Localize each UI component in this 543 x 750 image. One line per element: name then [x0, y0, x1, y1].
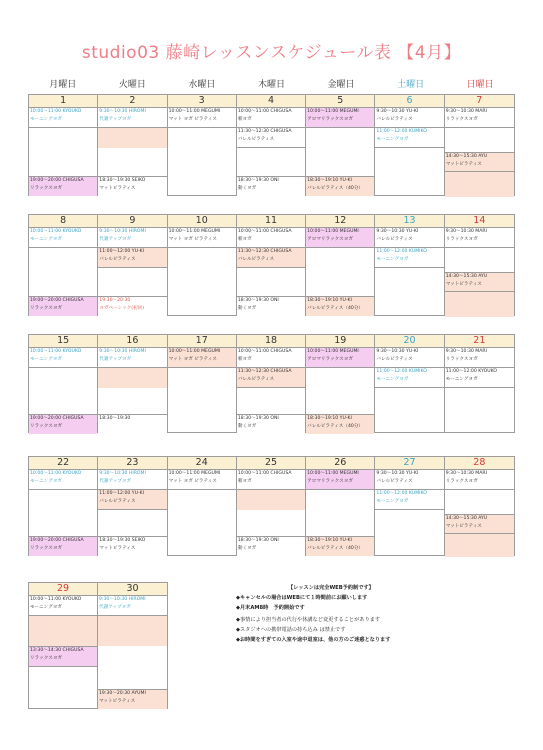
date-row	[29, 95, 514, 108]
day-column	[98, 228, 167, 315]
lesson-time: 9:30～10:30 HIROMI	[99, 349, 146, 354]
day-column	[306, 348, 375, 432]
lesson-slot[interactable]	[445, 368, 514, 388]
day-column	[168, 228, 237, 315]
lesson-slot[interactable]	[445, 272, 514, 292]
lesson-name: アロマリラックスヨガ	[307, 479, 353, 484]
day-column	[98, 470, 167, 555]
date-cell: 22	[29, 457, 98, 469]
lesson-slot[interactable]	[168, 108, 236, 128]
lesson-slot[interactable]	[375, 368, 443, 388]
date-cell: 4	[237, 95, 306, 107]
lesson-slot[interactable]	[98, 596, 167, 616]
day-column	[445, 348, 514, 432]
lesson-slot[interactable]	[237, 128, 305, 148]
empty-slot	[237, 490, 305, 510]
weekday-thu: 木曜日	[257, 80, 285, 90]
note-line: ◆スタジオへの携帯電話の持ち込み は禁止です	[236, 627, 346, 633]
lesson-time: 10:00～11:00 KYOUKO	[30, 471, 82, 476]
day-column	[29, 596, 98, 708]
lesson-name: 代謝アップヨガ	[99, 117, 132, 122]
lesson-time: 9:30～10:30 MARI	[445, 349, 487, 354]
lesson-slot[interactable]	[98, 414, 166, 434]
notes-title: 【レッスンは完全WEB予約制です】	[288, 585, 374, 591]
lesson-time: 10:00～11:00 CHIGUSA	[237, 229, 292, 234]
lesson-time: 11:30～12:30 CHIGUSA	[237, 369, 292, 374]
lesson-time: 10:00～11:00 MEGUMI	[168, 471, 221, 476]
lesson-name: マットピラティス	[445, 524, 482, 529]
lesson-slot[interactable]	[306, 470, 374, 490]
date-cell: 17	[168, 335, 237, 347]
lesson-slot[interactable]	[237, 368, 305, 388]
lesson-slot[interactable]	[168, 348, 236, 368]
lesson-time: 18:30～19:10 YU-KI	[307, 416, 352, 421]
lesson-name: アロマリラックスヨガ	[307, 237, 353, 242]
lesson-name: マット ヨガ ピラティス	[168, 479, 217, 484]
empty-slot	[445, 292, 514, 317]
lesson-slot[interactable]	[237, 176, 305, 196]
lesson-slot[interactable]	[445, 108, 514, 128]
lesson-slot[interactable]	[237, 536, 305, 556]
lesson-slot[interactable]	[306, 228, 374, 248]
lesson-time: 18:30～19:30	[99, 416, 131, 421]
date-cell: 12	[306, 215, 375, 227]
lesson-name: 動くヨガ	[237, 424, 257, 429]
lesson-name: 朝ヨガ	[237, 357, 252, 362]
date-cell: 15	[29, 335, 98, 347]
lesson-name: マット ヨガ ピラティス	[168, 357, 217, 362]
lesson-time: 11:30～12:30 CHIGUSA	[237, 249, 292, 254]
date-cell: 8	[29, 215, 98, 227]
day-column	[237, 108, 306, 195]
day-column	[29, 348, 98, 432]
lesson-name: モーニングヨガ	[376, 377, 409, 382]
lesson-slot[interactable]	[29, 108, 97, 128]
day-column	[306, 470, 375, 555]
lesson-time: 19:30～20:30 AYUMI	[99, 691, 146, 696]
date-cell: 9	[98, 215, 167, 227]
lesson-time: 11:00～12:00 KYOUKO	[445, 369, 497, 374]
weekday-mon: 月曜日	[49, 80, 77, 90]
lesson-time: 10:00～11:00 KYOUKO	[30, 349, 82, 354]
lesson-time: 11:00～12:00 YU-KI	[99, 491, 145, 496]
day-column	[445, 470, 514, 555]
lesson-name: リラックスヨガ	[445, 117, 478, 122]
lesson-name: バレルピラティス	[237, 137, 275, 142]
lesson-name: モーニングヨガ	[376, 257, 409, 262]
lesson-time: 10:00～11:00 KYOUKO	[30, 597, 82, 602]
lesson-slot[interactable]	[375, 348, 443, 368]
lesson-name: バレルピラティス（40分）	[307, 424, 364, 429]
lesson-time: 9:30～10:30 MARI	[445, 229, 487, 234]
lesson-slot[interactable]	[306, 108, 374, 128]
date-cell: 2	[98, 95, 167, 107]
lesson-time: 10:00～11:00 MEGUMI	[307, 229, 359, 234]
lesson-slot[interactable]	[237, 228, 305, 248]
note-line: ◆事情により担当者の代行や休講など変更することがあります	[236, 617, 381, 623]
date-cell: 13	[375, 215, 444, 227]
lesson-time: 9:30～10:30 HIROMI	[99, 229, 146, 234]
lesson-time: 9:30～10:30 YU-KI	[376, 471, 419, 476]
day-column	[168, 108, 237, 195]
empty-slot	[98, 616, 167, 646]
lesson-name: 朝ヨガ	[237, 117, 252, 122]
lesson-name: マットピラティス	[99, 699, 136, 704]
lesson-name: ヨガベーシック(初回)	[99, 306, 145, 311]
lesson-time: 13:30～14:30 CHIGUSA	[30, 648, 84, 653]
lesson-name: マット ヨガ ピラティス	[168, 117, 217, 122]
day-column	[98, 348, 167, 432]
lesson-slot[interactable]	[237, 296, 305, 316]
lesson-time: 19:00～20:00 CHIGUSA	[30, 538, 84, 543]
lesson-slot[interactable]	[168, 228, 236, 248]
day-column	[168, 470, 237, 555]
lesson-slot[interactable]	[98, 176, 166, 196]
day-column	[98, 108, 167, 195]
day-column	[375, 228, 444, 315]
lesson-name: モーニングヨガ	[376, 137, 409, 142]
weekday-header	[28, 77, 515, 91]
lesson-time: 14:30～15:30 AYU	[445, 516, 488, 521]
lesson-slot[interactable]	[29, 296, 97, 316]
lesson-time: 10:00～11:00 MEGUMI	[307, 109, 359, 114]
lesson-slot[interactable]	[445, 348, 514, 368]
day-column	[445, 228, 514, 315]
lesson-name: 朝ヨガ	[237, 237, 252, 242]
lesson-name: マット ヨガ ピラティス	[168, 237, 217, 242]
lesson-name: 動くヨガ	[237, 546, 257, 551]
lesson-time: 10:00～11:00 CHIGUSA	[237, 109, 292, 114]
lesson-name: リラックスヨガ	[30, 424, 63, 429]
lesson-time: 9:30～10:30 HIROMI	[99, 597, 146, 602]
day-column	[98, 596, 167, 708]
date-cell: 30	[126, 583, 139, 594]
lesson-time: 10:00～11:00 MEGUMI	[168, 109, 221, 114]
lesson-time: 19:00～20:00 CHIGUSA	[30, 178, 84, 183]
lesson-name: リラックスヨガ	[30, 186, 63, 191]
weekday-tue: 火曜日	[118, 80, 146, 90]
lesson-slot[interactable]	[237, 348, 305, 368]
lesson-name: バレルピラティス	[99, 257, 136, 262]
lesson-name: 代謝アップヨガ	[99, 357, 132, 362]
lesson-slot[interactable]	[375, 490, 443, 510]
date-cell: 18	[237, 335, 306, 347]
lesson-time: 18:30～19:30 ONI	[237, 416, 279, 421]
lesson-time: 9:30～10:30 HIROMI	[99, 109, 146, 114]
lesson-name: 代謝アップヨガ	[99, 479, 132, 484]
lesson-slot[interactable]	[29, 348, 97, 368]
lesson-slot[interactable]	[29, 228, 97, 248]
lesson-slot[interactable]	[29, 176, 97, 196]
lesson-time: 10:00～11:00 CHIGUSA	[237, 471, 292, 476]
lesson-name: リラックスヨガ	[445, 237, 478, 242]
lesson-slot[interactable]	[237, 108, 305, 128]
lesson-name: リラックスヨガ	[445, 357, 478, 362]
lesson-slot[interactable]	[98, 536, 166, 556]
date-cell: 11	[237, 215, 306, 227]
lesson-slot[interactable]	[306, 176, 374, 196]
lesson-slot[interactable]	[98, 296, 166, 316]
day-column	[306, 228, 375, 315]
lesson-time: 18:30～19:10 YU-KI	[307, 538, 352, 543]
lesson-time: 14:30～15:30 AYU	[445, 274, 488, 279]
lesson-time: 9:30～10:30 YU-KI	[376, 349, 419, 354]
lesson-slot[interactable]	[98, 228, 166, 248]
date-row	[29, 215, 514, 228]
lesson-slot[interactable]	[98, 108, 166, 128]
lesson-name: マットピラティス	[445, 282, 482, 287]
date-cell: 21	[473, 335, 486, 346]
lesson-name: バレルピラティス	[237, 257, 275, 262]
lesson-slot[interactable]	[98, 470, 166, 490]
lesson-name: 朝ヨガ	[237, 479, 252, 484]
note-line: ◆お時間をすぎての入室や途中退室は、他の方のご迷惑となります	[236, 637, 391, 643]
week-5	[28, 582, 168, 709]
week-2	[28, 214, 515, 316]
notes-block	[236, 584, 516, 646]
week-1	[28, 94, 515, 196]
lesson-slot[interactable]	[375, 108, 443, 128]
weekday-sat: 土曜日	[397, 80, 425, 90]
lesson-name: バレルピラティス	[99, 499, 136, 504]
lesson-slot[interactable]	[375, 228, 443, 248]
week-3	[28, 334, 515, 433]
day-column	[445, 108, 514, 195]
lesson-slot[interactable]	[237, 414, 305, 434]
lesson-name: マットピラティス	[99, 546, 136, 551]
lesson-name: モーニングヨガ	[30, 605, 62, 610]
lesson-name: リラックスヨガ	[30, 656, 63, 661]
date-cell: 14	[473, 215, 486, 226]
lesson-name: リラックスヨガ	[30, 546, 63, 551]
date-cell: 26	[306, 457, 375, 469]
lesson-slot[interactable]	[98, 348, 166, 368]
date-row	[29, 583, 167, 596]
lesson-name: モーニングヨガ	[30, 479, 62, 484]
lesson-name: バレルピラティス	[376, 237, 413, 242]
lesson-time: 9:30～10:30 YU-KI	[376, 109, 419, 114]
lesson-slot[interactable]	[29, 414, 97, 434]
date-cell: 23	[98, 457, 167, 469]
day-column	[29, 470, 98, 555]
day-column	[375, 348, 444, 432]
lesson-slot[interactable]	[29, 596, 97, 616]
day-column	[237, 228, 306, 315]
lesson-time: 11:00～12:00 KUMIKO	[376, 491, 427, 496]
lesson-slot[interactable]	[375, 248, 443, 268]
date-cell: 24	[168, 457, 237, 469]
day-column	[375, 108, 444, 195]
lesson-time: 18:30～19:30 SEIKO	[99, 178, 146, 183]
empty-slot	[98, 128, 166, 148]
lesson-name: バレルピラティス	[376, 117, 413, 122]
lesson-name: バレルピラティス（40分）	[307, 306, 364, 311]
lesson-slot[interactable]	[306, 348, 374, 368]
date-cell: 7	[476, 95, 483, 106]
weekday-wed: 水曜日	[188, 80, 216, 90]
date-cell: 16	[98, 335, 167, 347]
lesson-slot[interactable]	[237, 470, 305, 490]
lesson-time: 10:00～11:00 KYOUKO	[30, 109, 82, 114]
lesson-slot[interactable]	[98, 248, 166, 268]
lesson-time: 18:30～19:30 ONI	[237, 298, 279, 303]
lesson-time: 10:00～11:00 KYOUKO	[30, 229, 82, 234]
lesson-slot[interactable]	[306, 296, 374, 316]
date-row	[29, 335, 514, 348]
date-cell: 28	[473, 457, 486, 468]
date-cell: 10	[168, 215, 237, 227]
lesson-slot[interactable]	[168, 470, 236, 490]
empty-slot	[29, 616, 97, 646]
lesson-time: 14:30～15:30 AYU	[445, 154, 488, 159]
date-cell: 19	[306, 335, 375, 347]
day-column	[237, 470, 306, 555]
page-title: studio03 藤崎レッスンスケジュール表 【4月】	[81, 43, 462, 63]
week-4	[28, 456, 515, 556]
empty-slot	[445, 172, 514, 197]
lesson-slot[interactable]	[375, 470, 443, 490]
lesson-slot[interactable]	[29, 470, 97, 490]
lesson-name: マットピラティス	[445, 162, 482, 167]
date-cell: 1	[29, 95, 98, 107]
lesson-name: モーニングヨガ	[376, 499, 409, 504]
lesson-name: マットピラティス	[99, 186, 136, 191]
date-cell: 3	[168, 95, 237, 107]
lesson-time: 19:30～20:30	[99, 298, 131, 303]
lesson-name: モーニングヨガ	[30, 237, 62, 242]
lesson-name: バレルピラティス	[376, 479, 413, 484]
weekday-fri: 金曜日	[327, 80, 355, 90]
date-cell: 20	[375, 335, 444, 347]
lesson-time: 10:00～11:00 CHIGUSA	[237, 349, 292, 354]
lesson-slot[interactable]	[306, 536, 374, 556]
lesson-slot[interactable]	[98, 490, 166, 510]
date-cell: 29	[29, 583, 98, 595]
lesson-time: 19:00～20:00 CHIGUSA	[30, 298, 84, 303]
lesson-name: 動くヨガ	[237, 306, 257, 311]
lesson-time: 18:30～19:10 YU-KI	[307, 298, 352, 303]
empty-slot	[98, 368, 166, 388]
note-line: ◆キャンセルの場合はWEBにて１時間前にお願いします	[236, 595, 368, 601]
date-cell: 27	[375, 457, 444, 469]
lesson-name: リラックスヨガ	[445, 479, 478, 484]
lesson-name: モーニングヨガ	[30, 357, 62, 362]
lesson-slot[interactable]	[445, 514, 514, 534]
lesson-slot[interactable]	[237, 248, 305, 268]
lesson-name: モーニングヨガ	[30, 117, 62, 122]
lesson-name: 代謝アップヨガ	[99, 237, 132, 242]
day-column	[168, 348, 237, 432]
day-column	[306, 108, 375, 195]
weekday-sun: 日曜日	[466, 80, 494, 90]
lesson-name: バレルピラティス	[237, 377, 275, 382]
lesson-time: 9:30～10:30 MARI	[445, 471, 487, 476]
lesson-time: 11:00～12:00 YU-KI	[99, 249, 145, 254]
lesson-time: 11:00～12:00 KUMIKO	[376, 369, 427, 374]
lesson-name: アロマリラックスヨガ	[307, 117, 353, 122]
date-cell: 5	[306, 95, 375, 107]
day-column	[237, 348, 306, 432]
empty-slot	[445, 534, 514, 557]
lesson-time: 10:00～11:00 MEGUMI	[307, 471, 359, 476]
lesson-time: 18:30～19:30 ONI	[237, 538, 279, 543]
lesson-slot[interactable]	[98, 689, 167, 709]
lesson-slot[interactable]	[445, 470, 514, 490]
lesson-time: 9:30～10:30 HIROMI	[99, 471, 146, 476]
lesson-time: 11:00～12:00 KUMIKO	[376, 129, 427, 134]
lesson-slot[interactable]	[445, 228, 514, 248]
lesson-slot[interactable]	[375, 128, 443, 148]
lesson-name: 動くヨガ	[237, 186, 257, 191]
lesson-time: 10:00～11:00 MEGUMI	[307, 349, 359, 354]
lesson-name: バレルピラティス（40分）	[307, 546, 364, 551]
lesson-name: 代謝アップヨガ	[99, 605, 131, 610]
lesson-name: アロマリラックスヨガ	[307, 357, 353, 362]
note-line: ◆月末AM8時 予約開始です	[236, 605, 305, 611]
lesson-time: 10:00～11:00 MEGUMI	[168, 229, 221, 234]
lesson-time: 11:30～12:30 CHIGUSA	[237, 129, 292, 134]
lesson-name: リラックスヨガ	[30, 306, 63, 311]
lesson-time: 18:30～19:30 ONI	[237, 178, 279, 183]
lesson-time: 19:00～20:00 CHIGUSA	[30, 416, 84, 421]
lesson-slot[interactable]	[445, 152, 514, 172]
lesson-slot[interactable]	[29, 536, 97, 556]
date-cell: 25	[237, 457, 306, 469]
lesson-name: バレルピラティス（40分）	[307, 186, 364, 191]
day-column	[375, 470, 444, 555]
lesson-time: 18:30～19:10 YU-KI	[307, 178, 352, 183]
date-cell: 6	[375, 95, 444, 107]
lesson-slot[interactable]	[306, 414, 374, 434]
lesson-time: 11:00～12:00 KUMIKO	[376, 249, 427, 254]
lesson-time: 18:30～19:30 SEIKO	[99, 538, 146, 543]
lesson-time: 10:00～11:00 MEGUMI	[168, 349, 221, 354]
lesson-name: バレルピラティス	[376, 357, 413, 362]
date-row	[29, 457, 514, 470]
lesson-slot[interactable]	[29, 646, 97, 667]
lesson-time: 9:30～10:30 YU-KI	[376, 229, 419, 234]
day-column	[29, 228, 98, 315]
day-column	[29, 108, 98, 195]
lesson-time: 9:30～10:30 MARI	[445, 109, 487, 114]
lesson-name: モーニングヨガ	[445, 377, 478, 382]
